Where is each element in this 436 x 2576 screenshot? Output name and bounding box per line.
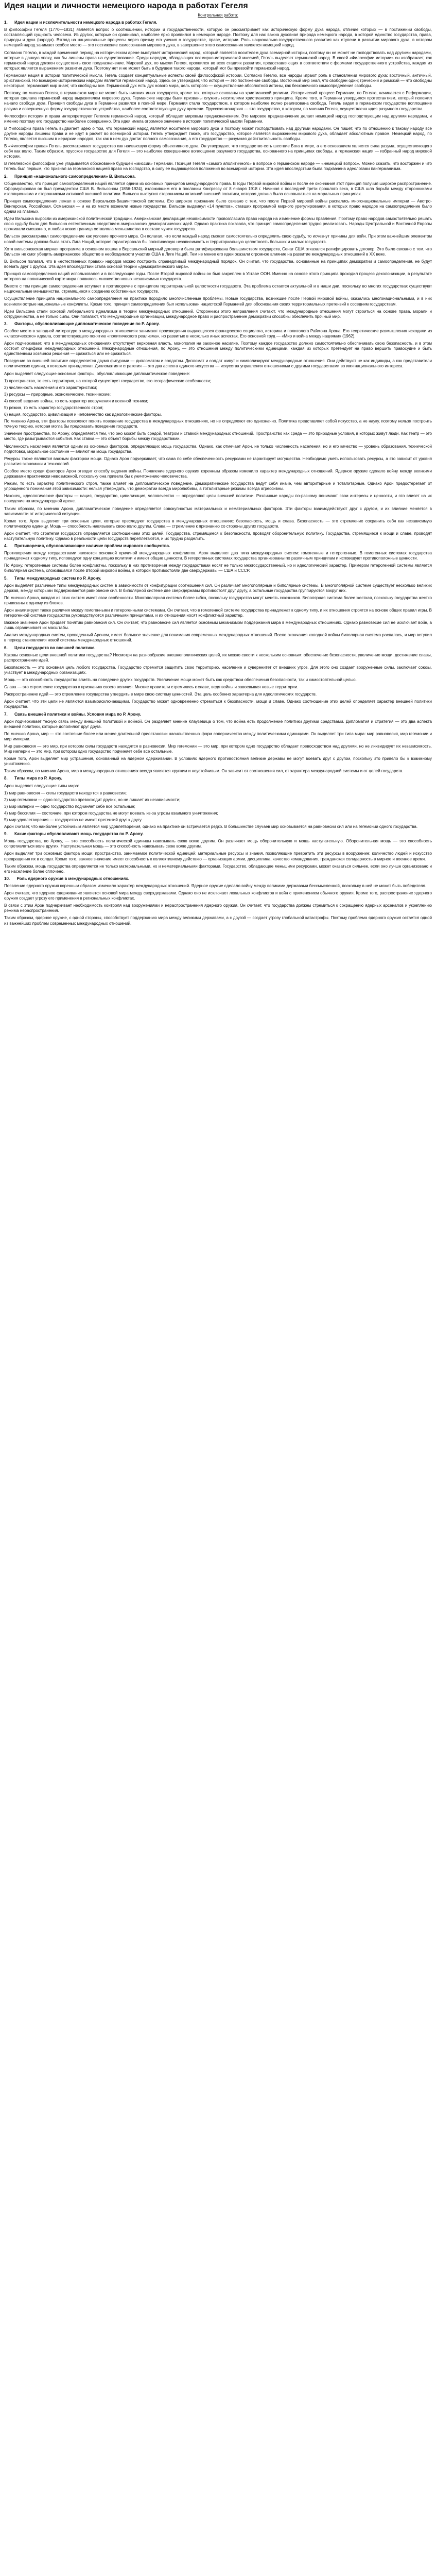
paragraph: В Философии права Гегель выдвигает идею о том, что германский народ является носителем мирового духа и поэтому может господствовать над другими народами. Он пишет, что по отношению к такому народу все другие народы лишены права и не идут в расчет во всемирной истории. Гегель утверждает также, что государство, которое является выражением мирового духа, обладает абсолютным правом. Немецкий народ, по Гегелю, является высшим в иерархии народов, так как в нем дух достиг полного самосознания, а его государство — разумная действительность свободы. [4,126,432,141]
paragraph: Арон выделяет следующие основные факторы, обусловливающие дипломатическое поведение: [4,371,190,376]
paragraph: Арон подчеркивает тесную связь между внешней политикой и войной. Он разделяет мнение Клаузевица о том, что война есть продолжение политики другими средствами. Дипломатия и стратегия — это два аспекта внешней политики, которые дополняют друг друга. [4,719,432,729]
paragraph: Наконец, идеологические факторы — нация, государство, цивилизация, человечество — определяют цели внешней политики. Различные народы по-разному понимают свои интересы и ценности, и это влияет на их поведение на международной арене. [4,494,432,504]
document-title: Идея нации и личности немецкого народа в работах Гегеля [4,2,248,10]
document-subtitle: Контрольная работа: [198,13,238,18]
list-item: 3) мир империи — одно государство подчиняет себе все остальные; [4,804,135,809]
section-1 [4,20,432,172]
section-8 [4,776,432,829]
list-item: 5) мир удовлетворения — государства не имеют претензий друг к другу. [4,818,143,822]
list-item: 3) ресурсы — природные, экономические, технические; [4,392,111,397]
paragraph: Таким образом, мощь государства определяется не только материальными, но и нематериальными факторами. Государство, обладающее меньшими ресурсами, может оказаться сильнее, если оно лучше организовано и его население более сплочено. [4,863,432,874]
paragraph: Осуществление принципа национального самоопределения на практике породило многочисленные проблемы. Новые государства, возникшие после Первой мировой войны, оказались многонациональными, и в них возникли острые национальные конфликты. Кроме того, принцип самоопределения был использован нацистской Германией для обоснования своих территориальных претензий к соседним государствам. [4,296,432,307]
paragraph: Идеи Вильсона стали основой либерального идеализма в теории международных отношений. Сторонники этого направления считают, что международные отношения могут строиться на основе права, морали и сотрудничества, а не только силы. Они полагают, что международные организации, международное право и распространение демократии способны обеспечить прочный мир. [4,309,432,319]
section-3 [4,321,432,541]
paragraph: В гегелевской философии уже угадывается обоснование будущей «миссии» Германии. Позиция Гегеля «самого аполитичного» в вопросе о германском народе — «немецкий вопрос». Можно сказать, что восторжен и что Гегель был первым, кто признал за германской нацией право на господство, в силу ее выдающегося положения во всемирной истории. Эта идея впоследствии была подхвачена идеологами пангерманизма. [4,161,432,172]
paragraph: В философии Гегеля (1770—1831) является вопрос о соотношении, истории и государственности, которую он рассматривает как историческую форму духа народа, отличие которых — в постижении свободы, составляющий сущность человека. Из других, которые он сравнивал, наиболее ярко проявился в немецком народе. Поэтому для нас важна духовная природа немецкого народа, в которой единство государства, права, природы и духа (народа). Взгляд на национальные процессы через призму его учения о государстве, праве, истории. Роль национально-государственного развития как ступени в развитии мирового духа, в котором немецкий народ занимает особое место — это постижение самосознания мирового духа, в завершение этого самосознания является немецкий народ. [4,27,432,48]
paragraph: Распространение идей — это стремление государства утвердить в мире свою систему ценностей. Эта цель особенно характерна для идеологических государств. [4,692,317,697]
paragraph: Ресурсы также являются важным фактором мощи. Однако Арон подчеркивает, что сама по себе обеспеченность ресурсами не гарантирует могущества. Необходимо уметь использовать ресурсы, а это зависит от уровня развития экономики и технологий. [4,456,432,466]
paragraph: Принцип самоопределения наций использовался и в последующие годы. После Второй мировой войны он был закреплен в Уставе ООН. Именно на основе этого принципа проходил процесс деколонизации, в результате которого на политической карте мира появилось множество новых независимых государств. [4,272,432,282]
section-7 [4,712,432,774]
paragraph: В. Вильсон полагал, что в «естественных правах» народов можно построить справедливый международный порядок. Он считал, что государства, основанные на принципах демократии и самоопределения, не будут воевать друг с другом. Эта идея впоследствии стала основой теории «демократического мира». [4,259,432,269]
paragraph: Мощь — это способность государства влиять на поведение других государств. Увеличение мощи может быть как средством обеспечения безопасности, так и самостоятельной целью. [4,677,357,683]
list-item: 5) режим, то есть характер государственного строя; [4,405,103,410]
document-body [4,20,432,926]
paragraph: Согласно Гегелю, в каждой временной период на историческом арене выступает исторический народ, который является носителем духа всемирной истории, поэтому он не может не господствовать над другими народами, которые в данную эпоху, как бы лишены права на существование. Среди народов, обладающих всемирно-исторической миссией, Гегель выделяет германский народ. В своей «Философии истории» он изображает, как германский народ должен осуществить свое предназначение. Мировой дух, по мысли Гегеля, проявился во всех стадиях развития, предоставляющих в соответствии с формами государственного устройства, каждая из которых является выражением развития духа. Поэтому нет и не может быть в будущем такого народа, который мог бы превзойти германский народ. [4,50,432,71]
paragraph: Безопасность — это основная цель любого государства. Государство стремится защитить свою территорию, население и суверенитет от внешних угроз. Для этого оно создает вооруженные силы, заключает союзы, участвует в международных организациях. [4,665,432,675]
paragraph: Принцип самоопределения лежал в основе Версальско-Вашингтонской системы. Его широкое признание было связано с тем, что после Первой мировой войны распались многонациональные империи — Австро-Венгерская, Российская, Османская — и на их месте возникли новые государства. Вильсон выдвинул «14 пунктов», ставших программой мирного урегулирования, в которых право народов на самоопределение было одним из главных. [4,198,432,214]
paragraph: Появление ядерного оружия коренным образом изменило характер международных отношений. Ядерное оружие сделало войну между великими державами бессмысленной, поскольку в ней не может быть победителя. [4,883,427,888]
paragraph: По мнению Арона, каждая из этих систем имеет свои особенности. Многополярная система более гибка, поскольку государства могут менять союзников. Биполярная система более жесткая, поскольку государства жестко привязаны к одному из блоков. [4,595,432,605]
section-heading: 10. Роль ядерного оружия в международных отношениях. [4,876,129,881]
paragraph: Арон считает, что стратегия государств определяется соотношением этих целей. Государства, стремящиеся к безопасности, проводят оборонительную политику. Государства, стремящиеся к мощи и славе, проводят наступательную политику. Однако в реальности цели государств переплетаются, и их трудно разделить. [4,531,432,541]
paragraph: Арон считает, что ядерное сдерживание является основой мира между сверхдержавами. Однако оно не исключает локальных конфликтов и войн с применением обычного оружия. Кроме того, распространение ядерного оружия создает угрозу его применения в региональных конфликтах. [4,891,432,901]
list-item: 2) численность населения и его характеристики; [4,385,97,390]
document-page [0,0,436,935]
paragraph: По Арону, гетерогенные системы более конфликтны, поскольку в них противоречия между государствами носят не только межгосударственный, но и идеологический характер. Примером гетерогенной системы является биполярная система, сложившаяся после Второй мировой войны, в которой противостояли две сверхдержавы — США и СССР. [4,563,432,573]
section-heading: 8. Типы мира по Р. Арону. [4,776,62,781]
section-heading: 2. Принцип «национального самоопределения» В. Вильсона. [4,174,136,179]
section-5 [4,576,432,643]
section-heading: 1. Идея нации и исключительности немецкого народа в работах Гегеля. [4,20,158,25]
paragraph: В «Философии права» Гегель рассматривает государство как наивысшую форму объективного духа. Он утверждает, что государство есть шествие Бога в мире, а его основанием является сила разума, осуществляющего себя как волю. Таким образом, прусское государство для Гегеля — это наиболее совершенное воплощение разумного государства, основанного на принципах свободы, а германская нация — избранный народ мировой истории. [4,144,432,159]
paragraph: Мощь государства, по Арону, — это способность политической единицы навязывать свою волю другим. Он различает мощь оборонительную и мощь наступательную. Оборонительная мощь — это способность сопротивляться воле других. Наступательная мощь — это способность навязывать свою волю другим. [4,839,432,849]
paragraph: Таким образом, ядерное оружие, с одной стороны, способствует поддержанию мира между великими державами, а с другой — создает угрозу глобальной катастрофы. Поэтому проблема ядерного оружия остается одной из важнейших проблем современных международных отношений. [4,916,432,926]
paragraph: Особое место в западной литературе о международных отношениях занимают произведения выдающегося французского социолога, историка и политолога Раймона Арона. Его теоретические размышления исходили из «классического» идеала, соответствующего понятию «политического реализма», но развитые в несколько иных аспектах. Его основной труд — «Мир и война между нациями» (1962). [4,328,432,338]
paragraph: Мир равновесия — это мир, при котором силы государств находятся в равновесии. Мир гегемонии — это мир, при котором одно государство обладает превосходством над другими, но не ликвидирует их независимость. Мир империи — это мир, при котором одно государство подчиняет себе все остальные. [4,743,432,754]
list-item: 6) нация, государство, цивилизация и человечество как идеологические факторы. [4,412,162,417]
section-10 [4,876,432,926]
paragraph: Кроме того, Арон выделяет мир устрашения, основанный на ядерном сдерживании. В условиях ядерного противостояния великие державы не могут воевать друг с другом, поскольку это привело бы к взаимному уничтожению. [4,756,432,767]
paragraph: Общеизвестно, что принцип самоопределения наций является одним из основных принципов международного права. В годы Первой мировой войны и после ее окончания этот принцип получил широкое распространение. Сформулирован он был президентом США В. Вильсоном (1856-1924), изложившим его в послании Конгрессу от 8 января 1918 г. Начиная с последней трети прошлого века, в США шла борьба между сторонниками изоляционизма и сторонниками активной внешней политики. Вильсон выступил сторонником активной внешней политики, которая должна была основываться на моральных принципах. [4,181,432,196]
paragraph: Значение пространства, по Арону, определяется тем, что оно может быть средой, театром и ставкой международных отношений. Пространство как среда — это природные условия, в которых живут люди. Как театр — это место, где разыгрываются события. Как ставка — это объект борьбы между государствами. [4,431,432,442]
paragraph: Каковы основные цели внешней политики государства? Несмотря на разнообразие внешнеполитических целей, их можно свести к нескольким основным: обеспечение безопасности, увеличение мощи, достижение славы, распространение идей. [4,652,432,663]
section-heading: 6. Цели государств во внешней политике. [4,645,96,650]
paragraph: Философия истории и права интерпретируют Гегелем германский народ, который обладает мировым предназначением. Это мировое предназначение делает немецкий народ господствующим над другими народами, и именно поэтому его государство наиболее совершенно. Эта идея имела огромное значение в истории политической мысли Германии. [4,113,432,124]
list-item: 4) способ ведения войны, то есть характер вооружения и военной техники; [4,398,148,403]
section-4 [4,544,432,573]
paragraph: По мнению Арона, мир — это состояние более или менее длительной приостановки насильственных форм соперничества между политическими единицами. Он выделяет три типа мира: мир равновесия, мир гегемонии и мир империи. [4,731,432,741]
paragraph: Особое место среди факторов Арон отводит способу ведения войны. Появление ядерного оружия коренным образом изменило характер международных отношений. Ядерное оружие сделало войну между великими державами практически невозможной, поскольку она привела бы к уничтожению человечества. [4,468,432,479]
paragraph: Численность населения является одним из основных факторов, определяющих мощь государства. Однако, как отмечает Арон, не только численность населения, но и его качество — уровень образования, технической подготовки, моральное состояние — влияют на мощь государства. [4,444,432,454]
section-heading: 7. Связь внешней политики и войны. Условия мира по Р. Арону. [4,711,141,717]
list-item: 1) мир равновесия — силы государств находятся в равновесии; [4,790,127,795]
paragraph: Арон считает, что эти цели не являются взаимоисключающими. Государство может одновременно стремиться к безопасности, мощи и славе. Однако соотношение этих целей определяет характер внешней политики государства. [4,699,432,709]
section-heading: 9. Какие факторы обусловливают мощь государства по Р. Арону. [4,832,144,837]
list-item: 4) мир бессилия — состояние, при котором государства не могут воевать из-за угрозы взаимного уничтожения; [4,810,218,816]
paragraph: Слава — это стремление государства к признанию своего величия. Многие правители стремились к славе, ведя войны и завоевывая новые территории. [4,685,299,690]
paragraph: Вильсон рассматривал самоопределение как условие прочного мира. Он полагал, что если каждый народ сможет самостоятельно определить свою судьбу, то исчезнут причины для войн. При этом важнейшим элементом новой системы должна была стать Лига Наций, которая гарантировала бы политическую независимость и территориальную целостность больших и малых государств. [4,234,432,244]
list-item: 2) мир гегемонии — одно государство превосходит других, но не лишает их независимости; [4,797,181,802]
paragraph: Анализ международных систем, проведенный Ароном, имеет большое значение для понимания современных международных отношений. После окончания холодной войны биполярная система распалась, и мир вступил в период становления новой системы международных отношений. [4,633,432,643]
paragraph: По мнению Арона, эти факторы позволяют понять поведение государства в международных отношениях, но не определяют его однозначно. Политика представляет собой искусство, а не науку, поэтому нельзя построить точную теорию, которая могла бы предсказать поведение государств. [4,419,432,429]
paragraph: Арон анализирует также различия между гомогенными и гетерогенными системами. Он считает, что в гомогенной системе государства принадлежат к одному типу, и их отношения строятся на основе общих правил игры. В гетерогенной системе государства руководствуются различными принципами, и их отношения носят конфликтный характер. [4,608,432,618]
paragraph: Хотя вильсоновская мирная программа в основном вошла в Версальский мирный договор и была ратифицирована большинством государств, Сенат США отказался ратифицировать договор. Это было связано с тем, что Вильсон не смог убедить американское общество в необходимости участия США в Лиге Наций. Тем не менее его идеи оказали огромное влияние на развитие международных отношений в XX веке. [4,246,432,257]
paragraph: Кроме того, Арон выделяет три основные цели, которые преследуют государства в международных отношениях: безопасность, мощь и слава. Безопасность — это стремление сохранить себя как независимую политическую единицу. Мощь — способность навязывать свою волю другим. Слава — стремление к признанию со стороны других государств. [4,518,432,529]
paragraph: В связи с этим Арон подчеркивает необходимость контроля над вооружениями и нераспространения ядерного оружия. Он считает, что государства должны стремиться к сокращению ядерных арсеналов и укреплению режима нераспространения. [4,903,432,913]
paragraph: Поведение во внешней политике определяется двумя фигурами — дипломатом и солдатом. Дипломат и солдат живут и символизируют международные отношения. Они действуют не как индивиды, а как представители политических единиц, к которым принадлежат. Дипломатия и стратегия — это два аспекта единого искусства — искусства управления отношениями с другими государствами во имя национального интереса. [4,359,432,369]
paragraph: Арон выделяет различные типы международных систем в зависимости от конфигурации соотношения сил. Он различает многополярные и биполярные системы. В многополярной системе существует несколько великих держав, между которыми поддерживается равновесие сил. В биполярной системе две сверхдержавы противостоят друг другу, а остальные государства группируются вокруг них. [4,583,432,593]
section-6 [4,646,432,710]
paragraph: Противоречия между государствами являются основной причиной международных конфликтов. Арон выделяет два типа международных систем: гомогенные и гетерогенные. В гомогенных системах государства принадлежат к одному типу, исповедуют одну концепцию политики и имеют общие ценности. В гетерогенных системах государства организованы по различным принципам и исповедуют противоположные ценности. [4,551,432,561]
paragraph: Арон считает, что наиболее устойчивым является мир удовлетворения, однако на практике он встречается редко. В большинстве случаев мир основывается на равновесии сил или на гегемонии одного государства. [4,824,418,829]
paragraph: Германская нация в истории политической мысли. Гегель создает концептуальные аспекты своей философской истории. Согласно Гегелю, все народы играют роль в становлении мирового духа: восточный, античный, христианский. Но всемирно-историческим народом является германский народ. Здесь он утверждает, что история — это постижение свободы. Восточный мир знал, что свободен один; греческий и римский — что свободны некоторые; германский мир знает, что свободны все. Германский дух есть дух нового мира, цель которого — осуществление абсолютной истины, как бесконечного самоопределения свободы. [4,73,432,89]
paragraph: Таким образом, по мнению Арона, дипломатическое поведение определяется совокупностью материальных и нематериальных факторов. Эти факторы взаимодействуют друг с другом, и их влияние меняется в зависимости от исторической ситуации. [4,506,432,516]
paragraph: Режим, то есть характер политического строя, также влияет на дипломатическое поведение. Демократические государства ведут себя иначе, чем авторитарные и тоталитарные. Однако Арон предостерегает от упрощенного понимания этой зависимости: нельзя утверждать, что демократии всегда миролюбивы, а тоталитарные режимы всегда агрессивны. [4,481,432,492]
section-heading: 5. Типы международных систем по Р. Арону. [4,575,101,581]
paragraph: Арон подчеркивает, что в международных отношениях отсутствует верховная власть, монополия на законное насилие. Поэтому каждое государство должно самостоятельно обеспечивать свою безопасность, и в этом состоит специфика международных отношений. Международные отношения, по Арону, — это отношения между политическими единицами, каждая из которых претендует на право вершить правосудие и быть единственным хозяином решения — сражаться или не сражаться. [4,341,432,357]
paragraph: Вместе с тем принцип самоопределения вступает в противоречие с принципом территориальной целостности государств. Эта проблема остается актуальной и в наши дни, поскольку во многих государствах существуют национальные меньшинства, стремящиеся к созданию собственных государств. [4,284,432,294]
paragraph: Арон выделяет следующие типы мира: [4,783,79,788]
paragraph: Арон выделяет три основных фактора мощи: пространство, занимаемое политической единицей; материальные ресурсы и знания, позволяющие превратить эти ресурсы в вооружение; количество людей и искусство превращения их в солдат. Кроме того, важное значение имеет способность к коллективному действию — организация армии, дисциплина, качество командования, гражданская солидарность в мирное и военное время. [4,851,432,861]
section-2 [4,174,432,319]
section-heading: 3. Факторы, обусловливающие дипломатическое поведение по Р. Арону. [4,321,160,326]
paragraph: Таким образом, по мнению Арона, мир в международных отношениях всегда является хрупким и неустойчивым. Он зависит от соотношения сил, от характера международной системы и от целей государств. [4,769,404,774]
section-9 [4,832,432,874]
list-item: 1) пространство, то есть территория, на которой существует государство, его географические особенности; [4,378,211,383]
paragraph: Важное значение Арон придает понятию равновесия сил. Он считает, что равновесие сил является основным механизмом поддержания мира в международных отношениях. Однако равновесие сил не исключает войн, а лишь ограничивает их масштабы. [4,620,432,631]
paragraph: Поэтому, по мнению Гегеля, в германском мире не может быть никаких иных государств, кроме тех, которые основаны на христианской религии. Исторический процесс Германии, по Гегелю, начинается с Реформации, которая сделала германский народ выразителем мирового духа. Германские народы были призваны служить носителями христианского принципа. Кроме того, в Германии утвердился протестантизм, который положил начало свободе духа. Принцип свободы духа в Германии развился в полной мере. Германия стала государством, в котором наиболее полно реализована свобода. Гегель видел в германском государстве воплощение разума и совершенную форму государственного устройства, наиболее соответствующую духу времени. Прусская монархия — это государство, в котором, по мнению Гегеля, осуществлена идея разумного государства. [4,91,432,111]
paragraph: Идеи Вильсона выросли из американской политической традиции. Американская декларация независимости провозгласила право народа на изменение формы правления. Поэтому право народов самостоятельно решать свою судьбу было для Вильсона естественным следствием американских демократических идей. Однако практика показала, что принцип самоопределения трудно реализовать. Народы Центральной и Восточной Европы проживали смешанно, и любая новая граница оставляла меньшинства в составе чужих государств. [4,216,432,232]
section-heading: 4. Противоречия, обусловливающие наличие проблем мирового сообщества. [4,544,170,549]
